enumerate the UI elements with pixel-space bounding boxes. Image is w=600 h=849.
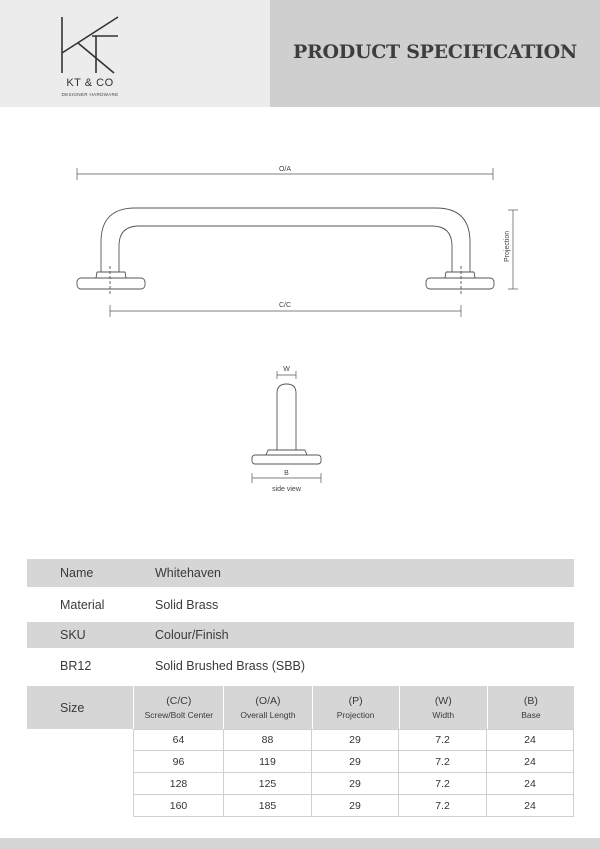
column-header-cc [133, 686, 223, 729]
column-full-name: Width [432, 710, 455, 720]
sku-value: BR12 [60, 659, 92, 673]
table-cell: 7.2 [399, 751, 487, 772]
brand-name: KT & CO [66, 77, 114, 89]
table-cell: 125 [224, 773, 312, 794]
table-cell: 29 [312, 751, 399, 772]
table-cell: 64 [134, 730, 224, 750]
center-dimension [110, 302, 461, 317]
sku-row [27, 622, 574, 648]
table-cell: 24 [487, 730, 574, 750]
sku-label: SKU [60, 628, 86, 642]
table-cell: 128 [134, 773, 224, 794]
column-header-p [312, 686, 399, 729]
column-header-oa [223, 686, 311, 729]
column-header-w [399, 686, 487, 729]
name-value: Whitehaven [155, 566, 222, 580]
column-full-name: Projection [336, 710, 375, 720]
table-row [134, 773, 574, 795]
column-full-name: Base [521, 710, 541, 720]
table-row [134, 795, 574, 817]
footer-bar [0, 838, 600, 849]
table-cell: 96 [134, 751, 224, 772]
table-cell: 29 [312, 773, 399, 794]
table-cell: 88 [224, 730, 312, 750]
side-view-label: side view [272, 486, 301, 493]
material-row [27, 587, 574, 622]
overall-length-label: O/A [278, 166, 292, 173]
projection-dimension [504, 210, 518, 289]
size-table-body [27, 729, 574, 817]
name-row [27, 559, 574, 587]
size-header-row [27, 686, 574, 729]
width-label: W [283, 366, 290, 373]
table-cell: 24 [487, 773, 574, 794]
material-label: Material [60, 597, 105, 612]
table-cell: 7.2 [399, 773, 487, 794]
table-cell: 29 [312, 795, 399, 816]
finish-label: Colour/Finish [155, 628, 229, 642]
brand-tagline: DESIGNER HARDWARE [61, 92, 119, 97]
column-abbr: (C/C) [166, 695, 192, 707]
spec-table [27, 559, 574, 817]
table-cell: 185 [224, 795, 312, 816]
size-label: Size [27, 686, 133, 729]
center-label: C/C [278, 302, 292, 309]
base-label: B [284, 470, 289, 477]
table-cell: 7.2 [399, 795, 487, 816]
table-cell: 7.2 [399, 730, 487, 750]
table-cell: 29 [312, 730, 399, 750]
name-label: Name [60, 566, 94, 580]
table-cell: 24 [487, 795, 574, 816]
handle-side-view [252, 371, 321, 483]
overall-length-dimension [77, 166, 493, 180]
column-abbr: (W) [434, 695, 452, 707]
table-row [134, 729, 574, 751]
table-cell: 119 [224, 751, 312, 772]
handle-front-view [77, 208, 494, 294]
finish-value: Solid Brushed Brass (SBB) [155, 659, 306, 673]
page-title: PRODUCT SPECIFICATION [293, 41, 577, 63]
projection-label: Projection [504, 230, 511, 262]
column-abbr: (P) [348, 695, 363, 707]
column-abbr: (B) [523, 695, 538, 707]
table-cell: 24 [487, 751, 574, 772]
sku-value-row [27, 648, 574, 684]
column-full-name: Screw/Bolt Center [144, 710, 214, 720]
column-header-b [487, 686, 574, 729]
column-abbr: (O/A) [255, 695, 281, 707]
table-row [134, 751, 574, 773]
table-cell: 160 [134, 795, 224, 816]
column-full-name: Overall Length [240, 710, 296, 720]
material-value: Solid Brass [155, 597, 219, 612]
size-grid [133, 729, 574, 817]
